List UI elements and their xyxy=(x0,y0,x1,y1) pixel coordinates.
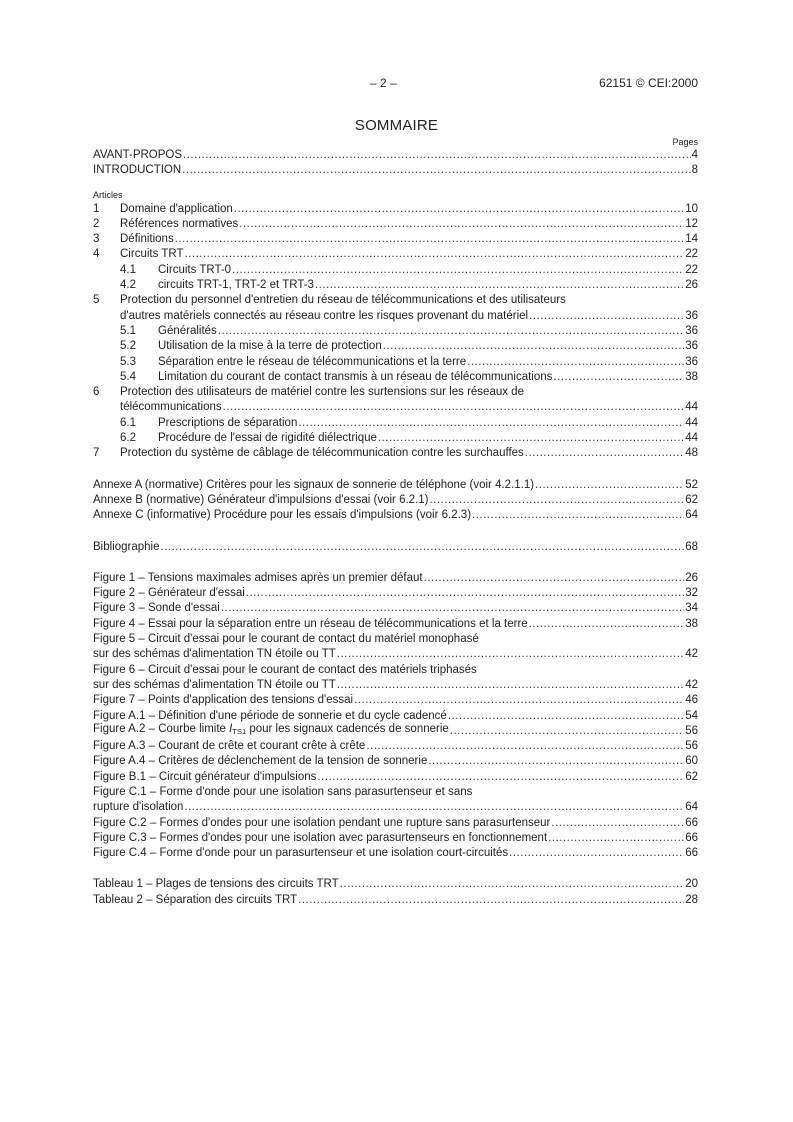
toc-entry-article-5-3[interactable] xyxy=(93,355,698,370)
leader-dots xyxy=(246,586,684,601)
toc-entry-annex-b[interactable] xyxy=(93,493,698,508)
leader-dots xyxy=(450,724,684,739)
leader-dots xyxy=(175,232,685,247)
toc-entry-title xyxy=(93,722,449,739)
leader-dots xyxy=(525,446,684,461)
toc-entry-title-line2: d'autres matériels connectés au réseau contre les risques provenant du matériel xyxy=(120,309,529,322)
toc-entry-table-1[interactable] xyxy=(93,877,698,892)
article-number: 6.2 xyxy=(120,432,136,445)
toc-entry-title: Domaine d'application xyxy=(120,202,233,215)
pages-column-label: Pages xyxy=(672,137,698,147)
toc-entry-title: Procédure de l'essai de rigidité diélectrique xyxy=(158,432,377,445)
toc-entry-figure-c2[interactable] xyxy=(93,816,698,831)
leader-dots xyxy=(223,400,685,415)
leader-dots xyxy=(232,263,684,278)
toc-entry-title-line1: Protection des utilisateurs de matériel contre les surtensions sur les réseaux de xyxy=(120,386,524,399)
toc-entry-page: 20 xyxy=(685,878,698,891)
toc-entry-page: 8 xyxy=(691,164,698,177)
toc-entry-article-6-2[interactable] xyxy=(93,431,698,446)
leader-dots xyxy=(337,678,684,693)
toc-entry-title: Définitions xyxy=(120,233,174,246)
toc-entry-title: Bibliographie xyxy=(93,540,160,553)
toc-entry-article-5-2[interactable] xyxy=(93,339,698,354)
toc-entry-avant-propos[interactable] xyxy=(93,148,698,163)
toc-entry-title: Figure C.4 – Forme d'onde pour un parasurtenseur et une isolation court-circuités xyxy=(93,847,509,860)
leader-dots xyxy=(548,831,684,846)
leader-dots xyxy=(529,309,684,324)
toc-entry-bibliography[interactable] xyxy=(93,540,698,555)
leader-dots xyxy=(182,163,690,178)
article-number: 5.2 xyxy=(120,340,136,353)
toc-entry-figure-c1[interactable] xyxy=(93,785,698,800)
leader-dots xyxy=(298,416,684,431)
leader-dots xyxy=(383,339,684,354)
toc-entry-title: Circuits TRT xyxy=(120,248,184,261)
toc-entry-page: 66 xyxy=(685,831,698,844)
leader-dots xyxy=(472,508,684,523)
article-number: 2 xyxy=(93,217,100,230)
toc-entry-annex-a[interactable] xyxy=(93,478,698,493)
leader-dots xyxy=(337,647,684,662)
article-number: 5 xyxy=(93,294,100,307)
toc-entry-figure-3[interactable] xyxy=(93,601,698,616)
toc-entry-page: 32 xyxy=(685,587,698,600)
document-reference: 62151 © CEI:2000 xyxy=(599,76,698,90)
toc-entry-page: 42 xyxy=(685,678,698,691)
toc-entry-page: 4 xyxy=(691,149,698,161)
toc-entry-title: Figure 4 – Essai pour la séparation entre un réseau de télécommunications et la terre xyxy=(93,617,528,630)
leader-dots xyxy=(535,478,684,493)
leader-dots xyxy=(509,846,684,861)
leader-dots xyxy=(221,601,684,616)
article-number: 4 xyxy=(93,248,100,261)
toc-entry-page: 42 xyxy=(685,648,698,661)
toc-entry-title-line2: sur des schémas d'alimentation TN étoile ou TT xyxy=(93,648,336,661)
toc-entry-page: 52 xyxy=(685,478,698,491)
current-symbol: I xyxy=(229,722,233,735)
toc-entry-page: 12 xyxy=(685,217,698,230)
toc-entry-page: 36 xyxy=(685,324,698,337)
article-number: 6.1 xyxy=(120,416,136,429)
toc-entry-title: Tableau 1 – Plages de tensions des circuits TRT xyxy=(93,878,339,891)
toc-entry-page: 38 xyxy=(685,370,698,383)
article-number: 6 xyxy=(93,386,100,399)
toc-entry-figure-b1[interactable] xyxy=(93,770,698,785)
toc-entry-article-2[interactable] xyxy=(93,217,698,232)
articles-section-label: Articles xyxy=(93,189,123,200)
toc-entry-page: 28 xyxy=(685,893,698,906)
toc-entry-title-line1: Figure 5 – Circuit d'essai pour le courant de contact du matériel monophasé xyxy=(93,633,479,646)
toc-entry-title-line1: Figure 6 – Circuit d'essai pour le courant de contact des matériels triphasés xyxy=(93,663,477,676)
table-of-contents xyxy=(93,136,698,908)
toc-entry-introduction[interactable] xyxy=(93,163,698,178)
leader-dots xyxy=(298,893,684,908)
leader-dots xyxy=(184,247,684,262)
toc-entry-title: Figure A.4 – Critères de déclenchement de la tension de sonnerie xyxy=(93,755,428,768)
toc-entry-page: 56 xyxy=(685,724,698,737)
leader-dots xyxy=(467,355,684,370)
leader-dots xyxy=(378,431,684,446)
toc-entry-page: 10 xyxy=(685,202,698,215)
toc-entry-page: 44 xyxy=(685,432,698,445)
leader-dots xyxy=(239,217,684,232)
leader-dots xyxy=(553,370,684,385)
toc-entry-title: Limitation du courant de contact transmis à un réseau de télécommunications xyxy=(158,370,553,383)
toc-entry-title: Figure B.1 – Circuit générateur d'impulsions xyxy=(93,770,317,783)
toc-entry-page: 38 xyxy=(685,617,698,630)
toc-entry-title: INTRODUCTION xyxy=(93,164,182,177)
toc-entry-article-5-continuation[interactable] xyxy=(93,309,698,324)
toc-entry-figure-1[interactable] xyxy=(93,571,698,586)
toc-entry-title-line2: sur des schémas d'alimentation TN étoile ou TT xyxy=(93,678,336,691)
toc-entry-title: Figure A.3 – Courant de crête et courant crête à crête xyxy=(93,740,366,753)
article-number: 4.2 xyxy=(120,279,136,292)
leader-dots xyxy=(184,800,684,815)
toc-entry-title: Généralités xyxy=(158,324,217,337)
toc-entry-figure-c1-continuation[interactable] xyxy=(93,800,698,815)
toc-entry-title: Références normatives xyxy=(120,217,239,230)
toc-entry-article-4-1[interactable] xyxy=(93,263,698,278)
toc-entry-page: 22 xyxy=(685,248,698,261)
toc-entry-page: 62 xyxy=(685,493,698,506)
toc-entry-title-line2: télécommunications xyxy=(120,401,222,414)
toc-entry-page: 48 xyxy=(685,447,698,460)
leader-dots xyxy=(354,693,684,708)
toc-entry-title: Figure C.3 – Formes d'ondes pour une isolation avec parasurtenseurs en fonctionnement xyxy=(93,831,548,844)
toc-entry-title: Figure 1 – Tensions maximales admises après un premier défaut xyxy=(93,571,423,584)
toc-entry-page: 66 xyxy=(685,847,698,860)
toc-entry-title: Séparation entre le réseau de télécommunications et la terre xyxy=(158,355,467,368)
toc-entry-title: Figure 7 – Points d'application des tensions d'essai xyxy=(93,694,354,707)
toc-entry-title: Circuits TRT-0 xyxy=(158,263,232,276)
article-number: 5.3 xyxy=(120,355,136,368)
toc-entry-figure-c3[interactable] xyxy=(93,831,698,846)
toc-entry-page: 68 xyxy=(685,540,698,553)
leader-dots xyxy=(218,324,684,339)
leader-dots xyxy=(430,493,685,508)
leader-dots xyxy=(317,770,684,785)
toc-entry-title: Figure A.1 – Définition d'une période de sonnerie et du cycle cadencé xyxy=(93,709,447,722)
toc-entry-article-3[interactable] xyxy=(93,232,698,247)
toc-entry-page: 36 xyxy=(685,340,698,353)
page-header xyxy=(0,76,793,92)
toc-entry-article-4[interactable] xyxy=(93,247,698,262)
leader-dots xyxy=(448,709,684,724)
toc-entry-page: 36 xyxy=(685,309,698,322)
article-number: 1 xyxy=(93,202,100,215)
toc-entry-article-5-1[interactable] xyxy=(93,324,698,339)
toc-entry-title: Figure C.2 – Formes d'ondes pour une isolation pendant une rupture sans parasurtenseur xyxy=(93,816,551,829)
toc-entry-title: Prescriptions de séparation xyxy=(158,416,298,429)
toc-entry-title: Annexe A (normative) Critères pour les signaux de sonnerie de téléphone (voir 4.2.1.1) xyxy=(93,478,535,491)
toc-entry-page: 26 xyxy=(685,279,698,292)
article-number: 7 xyxy=(93,447,100,460)
toc-entry-page: 56 xyxy=(685,740,698,753)
toc-entry-page: 60 xyxy=(685,755,698,768)
article-number: 5.4 xyxy=(120,370,136,383)
toc-entry-annex-c[interactable] xyxy=(93,508,698,523)
toc-entry-page: 64 xyxy=(685,801,698,814)
toc-entry-title: Utilisation de la mise à la terre de protection xyxy=(158,340,382,353)
leader-dots xyxy=(424,571,685,586)
toc-entry-title: Figure 2 – Générateur d'essai xyxy=(93,587,245,600)
toc-entry-page: 34 xyxy=(685,602,698,615)
toc-entry-title: Annexe B (normative) Générateur d'impulsions d'essai (voir 6.2.1) xyxy=(93,493,429,506)
leader-dots xyxy=(529,617,685,632)
toc-entry-page: 36 xyxy=(685,355,698,368)
toc-entry-article-6[interactable] xyxy=(93,385,698,400)
toc-entry-page: 14 xyxy=(685,233,698,246)
title-part: pour les signaux cadencés de sonnerie xyxy=(246,722,449,735)
toc-entry-article-5-4[interactable] xyxy=(93,370,698,385)
toc-entry-article-7[interactable] xyxy=(93,446,698,461)
toc-entry-page: 26 xyxy=(685,571,698,584)
leader-dots xyxy=(315,278,684,293)
toc-entry-figure-7[interactable] xyxy=(93,693,698,708)
leader-dots xyxy=(234,202,684,217)
leader-dots xyxy=(340,877,685,892)
toc-entry-page: 66 xyxy=(685,816,698,829)
toc-entry-article-6-1[interactable] xyxy=(93,416,698,431)
toc-entry-figure-4[interactable] xyxy=(93,617,698,632)
leader-dots xyxy=(161,540,685,555)
toc-entry-figure-5[interactable] xyxy=(93,632,698,647)
toc-entry-title-line2: rupture d'isolation xyxy=(93,801,184,814)
toc-entry-page: 54 xyxy=(685,709,698,722)
article-number: 4.1 xyxy=(120,263,136,276)
article-number: 5.1 xyxy=(120,324,136,337)
toc-entry-figure-a3[interactable] xyxy=(93,739,698,754)
toc-entry-page: 62 xyxy=(685,770,698,783)
toc-entry-page: 22 xyxy=(685,263,698,276)
toc-entry-figure-2[interactable] xyxy=(93,586,698,601)
leader-dots xyxy=(183,148,691,163)
toc-entry-figure-6-continuation[interactable] xyxy=(93,678,698,693)
toc-entry-figure-6[interactable] xyxy=(93,663,698,678)
toc-entry-page: 46 xyxy=(685,694,698,707)
title-part: Figure A.2 – Courbe limite xyxy=(93,722,230,735)
toc-entry-article-4-2[interactable] xyxy=(93,278,698,293)
toc-entry-title: Protection du système de câblage de télécommunication contre les surchauffes xyxy=(120,447,524,460)
toc-entry-figure-c4[interactable] xyxy=(93,846,698,861)
toc-entry-title: circuits TRT-1, TRT-2 et TRT-3 xyxy=(158,279,314,292)
toc-entry-figure-5-continuation[interactable] xyxy=(93,647,698,662)
toc-entry-table-2[interactable] xyxy=(93,893,698,908)
toc-entry-title: Figure 3 – Sonde d'essai xyxy=(93,602,220,615)
toc-entry-title-line1: Figure C.1 – Forme d'onde pour une isolation sans parasurtenseur et sans xyxy=(93,785,473,798)
toc-entry-title: AVANT-PROPOS xyxy=(93,149,183,161)
leader-dots xyxy=(551,816,684,831)
leader-dots xyxy=(366,739,684,754)
leader-dots xyxy=(428,754,684,769)
article-number: 3 xyxy=(93,233,100,246)
toc-entry-article-6-continuation[interactable] xyxy=(93,400,698,415)
toc-entry-page: 44 xyxy=(685,416,698,429)
toc-title: SOMMAIRE xyxy=(354,117,439,134)
toc-entry-page: 64 xyxy=(685,509,698,522)
toc-entry-title-line1: Protection du personnel d'entretien du réseau de télécommunications et des utilisateurs xyxy=(120,294,566,307)
page-number: – 2 – xyxy=(370,76,397,90)
current-subscript: TS1 xyxy=(232,726,247,736)
toc-entry-title: Annexe C (informative) Procédure pour les essais d'impulsions (voir 6.2.3) xyxy=(93,509,472,522)
toc-entry-article-5[interactable] xyxy=(93,293,698,308)
toc-entry-figure-a4[interactable] xyxy=(93,754,698,769)
toc-entry-article-1[interactable] xyxy=(93,202,698,217)
toc-entry-page: 44 xyxy=(685,401,698,414)
toc-entry-title: Tableau 2 – Séparation des circuits TRT xyxy=(93,893,298,906)
toc-entry-figure-a2[interactable] xyxy=(93,724,698,739)
